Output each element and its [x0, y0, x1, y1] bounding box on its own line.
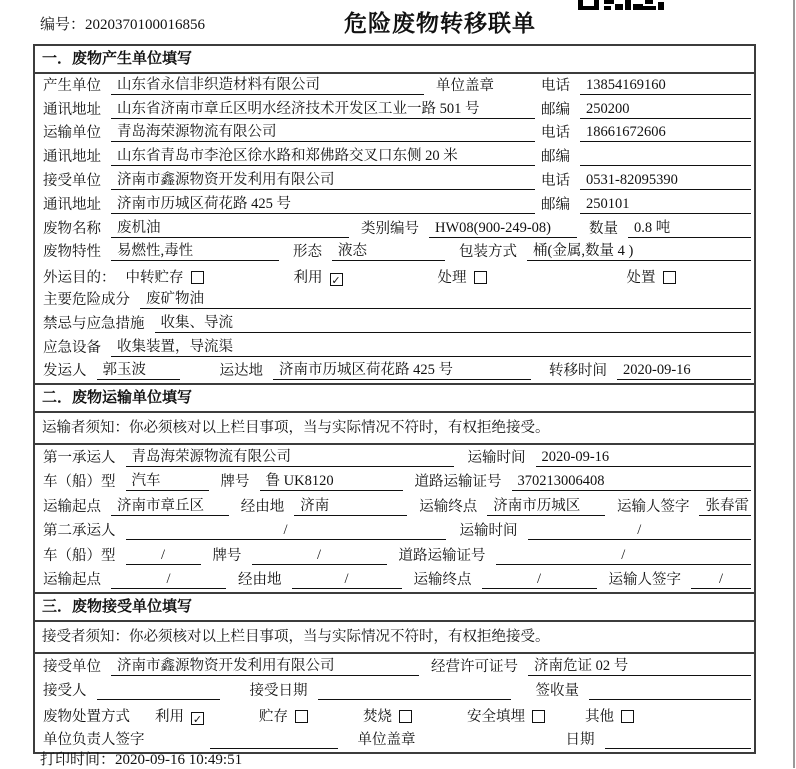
phone-label: 电话	[541, 77, 570, 94]
origin-label: 运输起点	[43, 572, 101, 589]
waste-name-row	[35, 217, 754, 241]
checkbox-unchecked-icon	[663, 271, 676, 284]
receiver-zip-value: 250101	[580, 196, 751, 214]
receive-date-value	[318, 698, 511, 700]
option-label: 利用	[155, 709, 184, 726]
consignor-value: 郭玉波	[97, 358, 180, 380]
disposal-option-other	[585, 705, 634, 726]
category-label: 类别编号	[361, 220, 419, 237]
plate2-value: /	[252, 547, 387, 565]
origin-label: 运输起点	[43, 498, 101, 515]
origin2-value: /	[111, 571, 226, 589]
waste-traits-row	[35, 241, 754, 265]
receive-unit-value: 济南市鑫源物资开发利用有限公司	[111, 654, 419, 676]
transporter-label: 运输单位	[43, 125, 101, 142]
option-label: 贮存	[259, 709, 288, 726]
receive-date-label: 接受日期	[249, 683, 308, 700]
road-cert2-value: /	[496, 547, 752, 565]
hazard-value: 废矿物油	[140, 287, 751, 309]
disposal-method-row	[35, 703, 754, 728]
via2-value: /	[292, 571, 402, 589]
phone-label: 电话	[541, 172, 570, 189]
checkbox-unchecked-icon	[399, 710, 412, 723]
checkbox-unchecked-icon	[295, 710, 308, 723]
transporter-zip-value	[580, 164, 751, 166]
emergency-value: 收集、导流	[155, 311, 752, 333]
purpose-option-dispose	[627, 266, 676, 287]
transporter-value: 青岛海荣源物流有限公司	[111, 120, 535, 142]
receiver-address-value: 济南市历城区荷花路 425 号	[111, 192, 535, 214]
consignor-label: 发运人	[43, 363, 87, 380]
transporter-address-row	[35, 145, 754, 169]
transporter-phone-value: 18661672606	[580, 124, 751, 142]
category-value: HW08(900-249-08)	[429, 220, 577, 238]
receiver-row	[35, 169, 754, 193]
vehicle-type-label: 车（船）型	[43, 474, 116, 491]
checkbox-checked-icon: ✓	[331, 273, 341, 287]
transporter-address-value: 山东省青岛市李沧区徐水路和郑佛路交叉口东侧 20 米	[111, 144, 535, 166]
endpoint-label: 运输终点	[419, 498, 478, 515]
carrier1-row	[35, 445, 754, 470]
address-label: 通讯地址	[43, 196, 101, 213]
vehicle-type-label: 车（船）型	[43, 547, 116, 564]
disposal-option-incinerate	[363, 705, 412, 726]
receiver-value: 济南市鑫源物资开发利用有限公司	[111, 168, 535, 190]
zip-label: 邮编	[541, 196, 570, 213]
traits-label: 废物特性	[43, 244, 101, 261]
producer-address-value: 山东省济南市章丘区明水经济技术开发区工业一路 501 号	[111, 97, 535, 119]
carrier2-value: /	[126, 522, 446, 540]
receive-unit-row	[35, 654, 754, 679]
transport-time-label: 运输时间	[467, 449, 526, 466]
checkbox-unchecked-icon	[621, 710, 634, 723]
purpose-option-utilize	[294, 266, 343, 287]
address-label: 通讯地址	[43, 149, 101, 166]
vehicle1-value: 汽车	[126, 469, 209, 491]
receive-person-label: 接受人	[43, 683, 87, 700]
quantity-label: 数量	[589, 220, 618, 237]
endpoint-label: 运输终点	[413, 572, 472, 589]
option-label: 处理	[437, 269, 467, 286]
route2-row	[35, 568, 754, 593]
state-label: 形态	[293, 244, 322, 261]
purpose-option-storage	[126, 266, 204, 287]
packing-value: 桶(金属,数量 4 )	[527, 239, 751, 261]
purpose-option-treat	[438, 266, 487, 287]
carrier2-row	[35, 519, 754, 544]
receiver-address-row	[35, 193, 754, 217]
state-value: 液态	[332, 239, 445, 261]
section1-header: 一．废物产生单位填写	[35, 46, 754, 74]
zip-label: 邮编	[541, 101, 570, 118]
option-label: 安全填埋	[467, 709, 525, 726]
transporter-row	[35, 122, 754, 146]
phone-label: 电话	[541, 125, 570, 142]
endpoint2-value: /	[482, 571, 597, 589]
packing-label: 包装方式	[459, 244, 517, 261]
carrier1-label: 第一承运人	[43, 449, 116, 466]
transport-time-label: 运输时间	[459, 523, 518, 540]
disposal-option-store	[259, 705, 308, 726]
address-label: 通讯地址	[43, 101, 101, 118]
option-label: 焚烧	[363, 709, 392, 726]
via-label: 经由地	[240, 498, 285, 515]
transfer-time-label: 转移时间	[549, 363, 607, 380]
vehicle1-row	[35, 470, 754, 495]
receive-person-value	[97, 698, 220, 700]
waste-name-label: 废物名称	[43, 220, 101, 237]
serial-value: 2020370100016856	[85, 17, 206, 33]
disposal-option-landfill	[467, 705, 545, 726]
checkbox-unchecked-icon	[532, 710, 545, 723]
transporter-sign1-value: 张春雷	[699, 494, 751, 516]
road-cert-label: 道路运输证号	[414, 474, 502, 491]
destination-value: 济南市历城区荷花路 425 号	[273, 358, 531, 380]
producer-phone-value: 13854169160	[580, 77, 751, 95]
route1-row	[35, 494, 754, 519]
print-time-value: 2020-09-16 10:49:51	[115, 752, 243, 768]
producer-zip-value: 250200	[580, 101, 751, 119]
equipment-label: 应急设备	[43, 339, 101, 356]
option-label: 利用	[293, 269, 323, 286]
option-label: 中转贮存	[125, 269, 184, 286]
transporter-sign-label: 运输人签字	[616, 498, 690, 515]
print-time-label: 打印时间：	[40, 752, 116, 768]
origin1-value: 济南市章丘区	[111, 494, 229, 516]
equipment-row	[35, 336, 754, 360]
license-value: 济南危证 02 号	[528, 654, 751, 676]
checkbox-checked-icon: ✓	[192, 713, 203, 727]
transfer-time-value: 2020-09-16	[617, 362, 751, 380]
checkbox-unchecked-icon	[191, 271, 204, 284]
plate1-value: 鲁 UK8120	[260, 469, 403, 491]
sign-qty-value	[589, 698, 751, 700]
receiver-notice: 接受者须知：你必须核对以上栏目事项，当与实际情况不符时，有权拒绝接受。	[35, 622, 754, 654]
producer-value: 山东省永信非织造材料有限公司	[111, 73, 424, 95]
section2-header: 二．废物运输单位填写	[35, 383, 754, 413]
unit-seal-label: 单位盖章	[357, 732, 416, 749]
emergency-label: 禁忌与应急措施	[43, 315, 145, 332]
endpoint1-value: 济南市历城区	[487, 494, 605, 516]
vehicle2-value: /	[126, 547, 201, 565]
transporter-sign2-value: /	[691, 571, 751, 589]
option-label: 其他	[585, 709, 614, 726]
carrier1-value: 青岛海荣源物流有限公司	[126, 445, 454, 467]
producer-row	[35, 74, 754, 98]
consignor-row	[35, 360, 754, 384]
receiver-phone-value: 0531-82095390	[580, 172, 751, 190]
purpose-row	[35, 264, 754, 288]
hazard-label: 主要危险成分	[43, 291, 130, 308]
plate-label: 牌号	[212, 547, 242, 564]
license-label: 经营许可证号	[431, 658, 518, 675]
transport-time2-value: /	[528, 522, 752, 540]
quantity-value: 0.8 吨	[628, 216, 751, 238]
hazard-row	[35, 288, 754, 312]
traits-value: 易燃性,毒性	[111, 239, 279, 261]
producer-address-row	[35, 98, 754, 122]
via-label: 经由地	[238, 572, 282, 589]
receive-unit-label: 接受单位	[43, 658, 101, 675]
carrier2-label: 第二承运人	[43, 523, 116, 540]
equipment-value: 收集装置，导流渠	[111, 335, 751, 357]
road-cert-label: 道路运输证号	[398, 547, 486, 564]
disposal-option-utilize	[155, 705, 204, 726]
page-title: 危险废物转移联单	[344, 10, 536, 36]
receiver-label: 接受单位	[43, 172, 101, 189]
transfer-form	[33, 44, 756, 754]
sign-qty-label: 签收量	[535, 683, 579, 700]
head-sign-label: 单位负责人签字	[43, 732, 145, 749]
sign-date-value	[605, 747, 752, 749]
transporter-notice: 运输者须知：你必须核对以上栏目事项，当与实际情况不符时，有权拒绝接受。	[35, 413, 754, 445]
disposal-method-label: 废物处置方式	[43, 709, 130, 726]
section3-header: 三．废物接受单位填写	[35, 592, 754, 622]
road-cert1-value: 370213006408	[512, 473, 752, 491]
emergency-row	[35, 312, 754, 336]
destination-label: 运达地	[219, 363, 263, 380]
producer-label: 产生单位	[43, 77, 101, 94]
vehicle2-row	[35, 543, 754, 568]
transporter-sign-label: 运输人签字	[608, 572, 681, 589]
section3	[35, 592, 754, 752]
receive-person-row	[35, 679, 754, 704]
qr-code-partial-icon	[578, 0, 664, 10]
print-time	[40, 748, 242, 769]
purpose-label: 外运目的：	[43, 269, 116, 286]
sign-date-label: 日期	[565, 732, 595, 749]
waste-name-value: 废机油	[111, 216, 349, 238]
via1-value: 济南	[294, 494, 407, 516]
plate-label: 牌号	[220, 474, 250, 491]
checkbox-unchecked-icon	[474, 271, 487, 284]
zip-label: 邮编	[541, 149, 570, 166]
unit-seal-label: 单位盖章	[436, 77, 494, 94]
option-label: 处置	[626, 269, 656, 286]
transport-time1-value: 2020-09-16	[536, 449, 752, 467]
section2	[35, 383, 754, 592]
serial-label: 编号：	[40, 17, 86, 33]
window-edge	[793, 0, 795, 768]
